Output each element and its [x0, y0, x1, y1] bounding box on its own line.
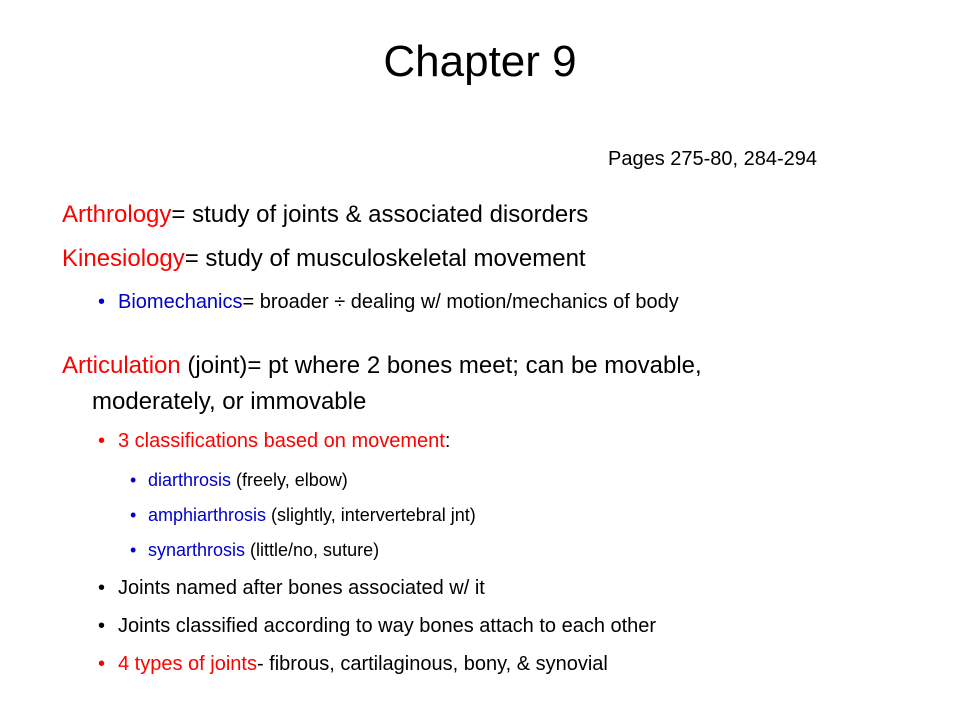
page-reference: Pages 275-80, 284-294 — [608, 148, 818, 170]
kinesiology-definition — [62, 244, 586, 274]
articulation-text: (joint)= pt where 2 bones meet; can be movable, — [180, 352, 702, 379]
diarthrosis-term: diarthrosis — [148, 470, 232, 490]
bullet: • — [98, 291, 106, 313]
kinesiology-term: Kinesiology — [62, 245, 185, 272]
bullet: • — [130, 505, 137, 525]
synarthrosis-item — [130, 538, 379, 562]
bullet: • — [130, 540, 137, 560]
bullet: • — [130, 470, 137, 490]
joint-types-term: 4 types of joints — [118, 653, 257, 675]
classifications-item — [98, 428, 450, 454]
kinesiology-text: = study of musculoskeletal movement — [184, 245, 586, 272]
slide-title: Chapter 9 — [383, 37, 577, 86]
biomechanics-term: Biomechanics — [118, 291, 243, 313]
diarthrosis-text: (freely, elbow) — [231, 470, 348, 490]
bullet: • — [98, 615, 106, 637]
bullet: • — [98, 653, 106, 675]
articulation-text-line2: moderately, or immovable — [92, 388, 367, 415]
articulation-definition — [62, 351, 702, 381]
joints-named-item — [98, 575, 485, 601]
bullet: • — [98, 577, 106, 599]
bullet: • — [98, 430, 106, 452]
diarthrosis-item — [130, 468, 348, 492]
classifications-text: 3 classifications based on movement — [118, 430, 445, 452]
amphiarthrosis-text: (slightly, intervertebral jnt) — [266, 505, 476, 525]
arthrology-definition — [62, 200, 588, 230]
articulation-term: Articulation — [62, 352, 181, 379]
amphiarthrosis-item — [130, 503, 476, 527]
joints-named-text: Joints named after bones associated w/ it — [118, 577, 485, 599]
biomechanics-item — [98, 289, 679, 315]
synarthrosis-text: (little/no, suture) — [245, 540, 380, 560]
arthrology-term: Arthrology — [62, 201, 172, 228]
biomechanics-text: = broader ÷ dealing w/ motion/mechanics of body — [242, 291, 679, 313]
joints-classified-text: Joints classified according to way bones attach to each other — [118, 615, 657, 637]
arthrology-text: = study of joints & associated disorders — [171, 201, 589, 228]
joints-classified-item — [98, 613, 656, 639]
amphiarthrosis-term: amphiarthrosis — [148, 505, 267, 525]
joint-types-text: - fibrous, cartilaginous, bony, & synovial — [256, 653, 608, 675]
classifications-colon: : — [444, 430, 451, 452]
joint-types-item — [98, 651, 608, 677]
synarthrosis-term: synarthrosis — [148, 540, 246, 560]
